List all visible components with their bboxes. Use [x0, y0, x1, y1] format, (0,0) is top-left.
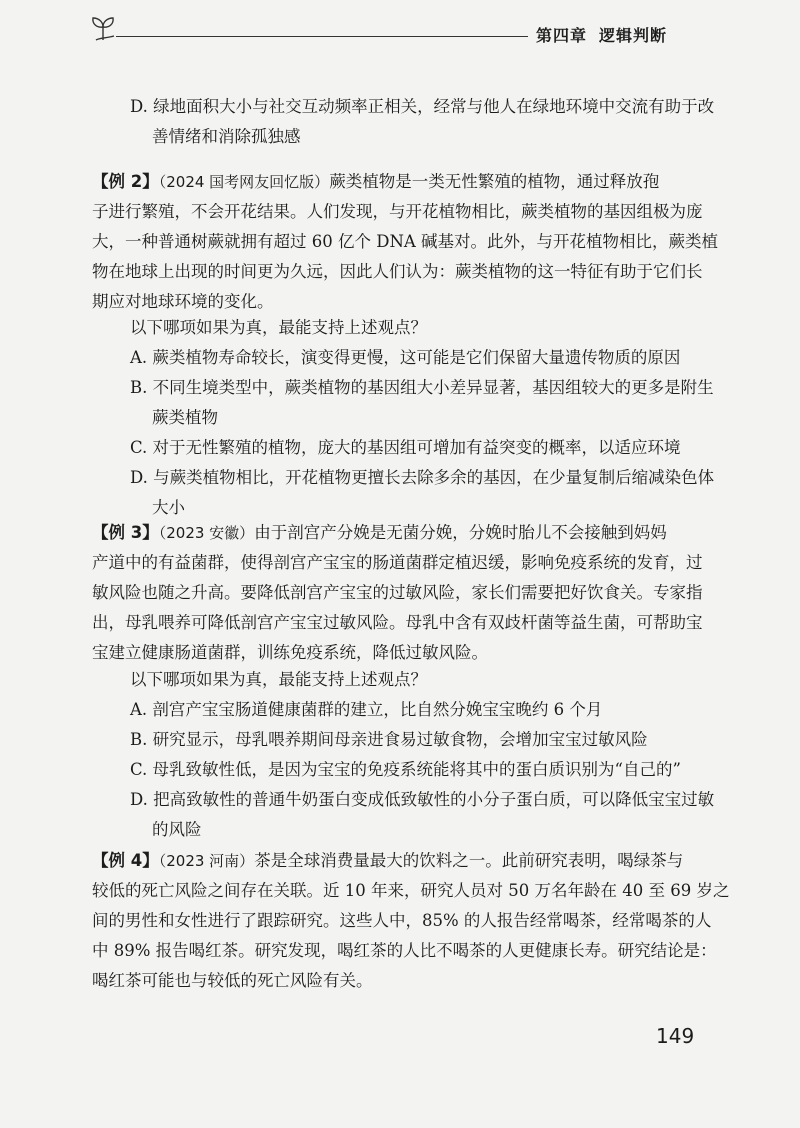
example-3-label: 【例 3】 [92, 523, 159, 542]
example-3-option-a: A. 剖宫产宝宝肠道健康菌群的建立，比自然分娩宝宝晚约 6 个月 [130, 700, 603, 719]
page-header [0, 0, 800, 60]
example-2-line: 期应对地球环境的变化。 [92, 292, 274, 311]
header-rule [116, 36, 528, 37]
section-name: 逻辑判断 [599, 26, 668, 45]
example-4-line: 中 89% 报告喝红茶。研究发现，喝红茶的人比不喝茶的人更健康长寿。研究结论是： [92, 941, 717, 960]
example-3-line: 宝建立健康肠道菌群，训练免疫系统，降低过敏风险。 [92, 643, 488, 662]
example-3-option-b: B. 研究显示，母乳喂养期间母亲进食易过敏食物，会增加宝宝过敏风险 [130, 730, 648, 749]
example-3-option-d: D. 把高致敏性的普通牛奶蛋白变成低致敏性的小分子蛋白质，可以降低宝宝过敏 [130, 790, 715, 809]
sprout-icon [88, 14, 118, 44]
example-4-stem [92, 846, 730, 996]
example-2-line: 物在地球上出现的时间更为久远，因此人们认为：蕨类植物的这一特征有助于它们长 [92, 262, 703, 281]
example-3-line: 敏风险也随之升高。要降低剖宫产宝宝的过敏风险，家长们需要把好饮食关。专家指 [92, 583, 703, 602]
prev-option-d-line2: 善情绪和消除孤独感 [152, 127, 301, 146]
example-3-option-c: C. 母乳致敏性低，是因为宝宝的免疫系统能将其中的蛋白质识别为“自己的” [130, 760, 681, 779]
example-2-option-c: C. 对于无性繁殖的植物，庞大的基因组可增加有益突变的概率，以适应环境 [130, 438, 681, 457]
chapter-number: 第四章 [536, 26, 588, 45]
example-2-source: （2024 国考网友回忆版） [158, 173, 330, 191]
page-number: 149 [656, 1024, 695, 1048]
example-3-question: 以下哪项如果为真，最能支持上述观点？ [130, 670, 427, 689]
example-2-options [130, 343, 720, 523]
example-2-option-d: D. 与蕨类植物相比，开花植物更擅长去除多余的基因，在少量复制后缩减染色体 [130, 468, 715, 487]
prev-option-d-line1: D. 绿地面积大小与社交互动频率正相关，经常与他人在绿地环境中交流有助于改 [130, 97, 715, 116]
example-4-source: （2023 河南） [158, 852, 255, 870]
example-2-option-d-cont: 大小 [152, 498, 185, 517]
example-2-question: 以下哪项如果为真，最能支持上述观点？ [130, 318, 427, 337]
chapter-title [536, 23, 667, 46]
example-2-line: 子进行繁殖，不会开花结果。人们发现，与开花植物相比，蕨类植物的基因组极为庞 [92, 202, 703, 221]
example-2-option-b: B. 不同生境类型中，蕨类植物的基因组大小差异显著，基因组较大的更多是附生 [130, 378, 714, 397]
example-4-line: 间的男性和女性进行了跟踪研究。这些人中，85% 的人报告经常喝茶，经常喝茶的人 [92, 911, 712, 930]
example-3-line: 由于剖宫产分娩是无菌分娩，分娩时胎儿不会接触到妈妈 [254, 523, 667, 542]
example-3-line: 出，母乳喂养可降低剖宫产宝宝过敏风险。母乳中含有双歧杆菌等益生菌，可帮助宝 [92, 613, 703, 632]
example-2-line: 大，一种普通树蕨就拥有超过 60 亿个 DNA 碱基对。此外，与开花植物相比，蕨类植 [92, 232, 719, 251]
example-3-option-d-cont: 的风险 [152, 820, 202, 839]
example-2-option-a: A. 蕨类植物寿命较长，演变得更慢，这可能是它们保留大量遗传物质的原因 [130, 348, 681, 367]
prev-option-d [130, 92, 720, 152]
example-3-stem [92, 518, 722, 668]
example-4-line: 喝红茶可能也与较低的死亡风险有关。 [92, 971, 373, 990]
example-4-label: 【例 4】 [92, 851, 159, 870]
example-3-options [130, 695, 720, 845]
example-2-label: 【例 2】 [92, 172, 159, 191]
example-2-option-b-cont: 蕨类植物 [152, 408, 218, 427]
example-2-stem [92, 167, 722, 317]
example-3-source: （2023 安徽） [158, 524, 255, 542]
example-2-line: 蕨类植物是一类无性繁殖的植物，通过释放孢 [329, 172, 660, 191]
example-4-line: 较低的死亡风险之间存在关联。近 10 年来，研究人员对 50 万名年龄在 40 至 69 岁之 [92, 881, 730, 900]
example-4-line: 茶是全球消费量最大的饮料之一。此前研究表明，喝绿茶与 [254, 851, 684, 870]
example-3-line: 产道中的有益菌群，使得剖宫产宝宝的肠道菌群定植迟缓，影响免疫系统的发育，过 [92, 553, 703, 572]
